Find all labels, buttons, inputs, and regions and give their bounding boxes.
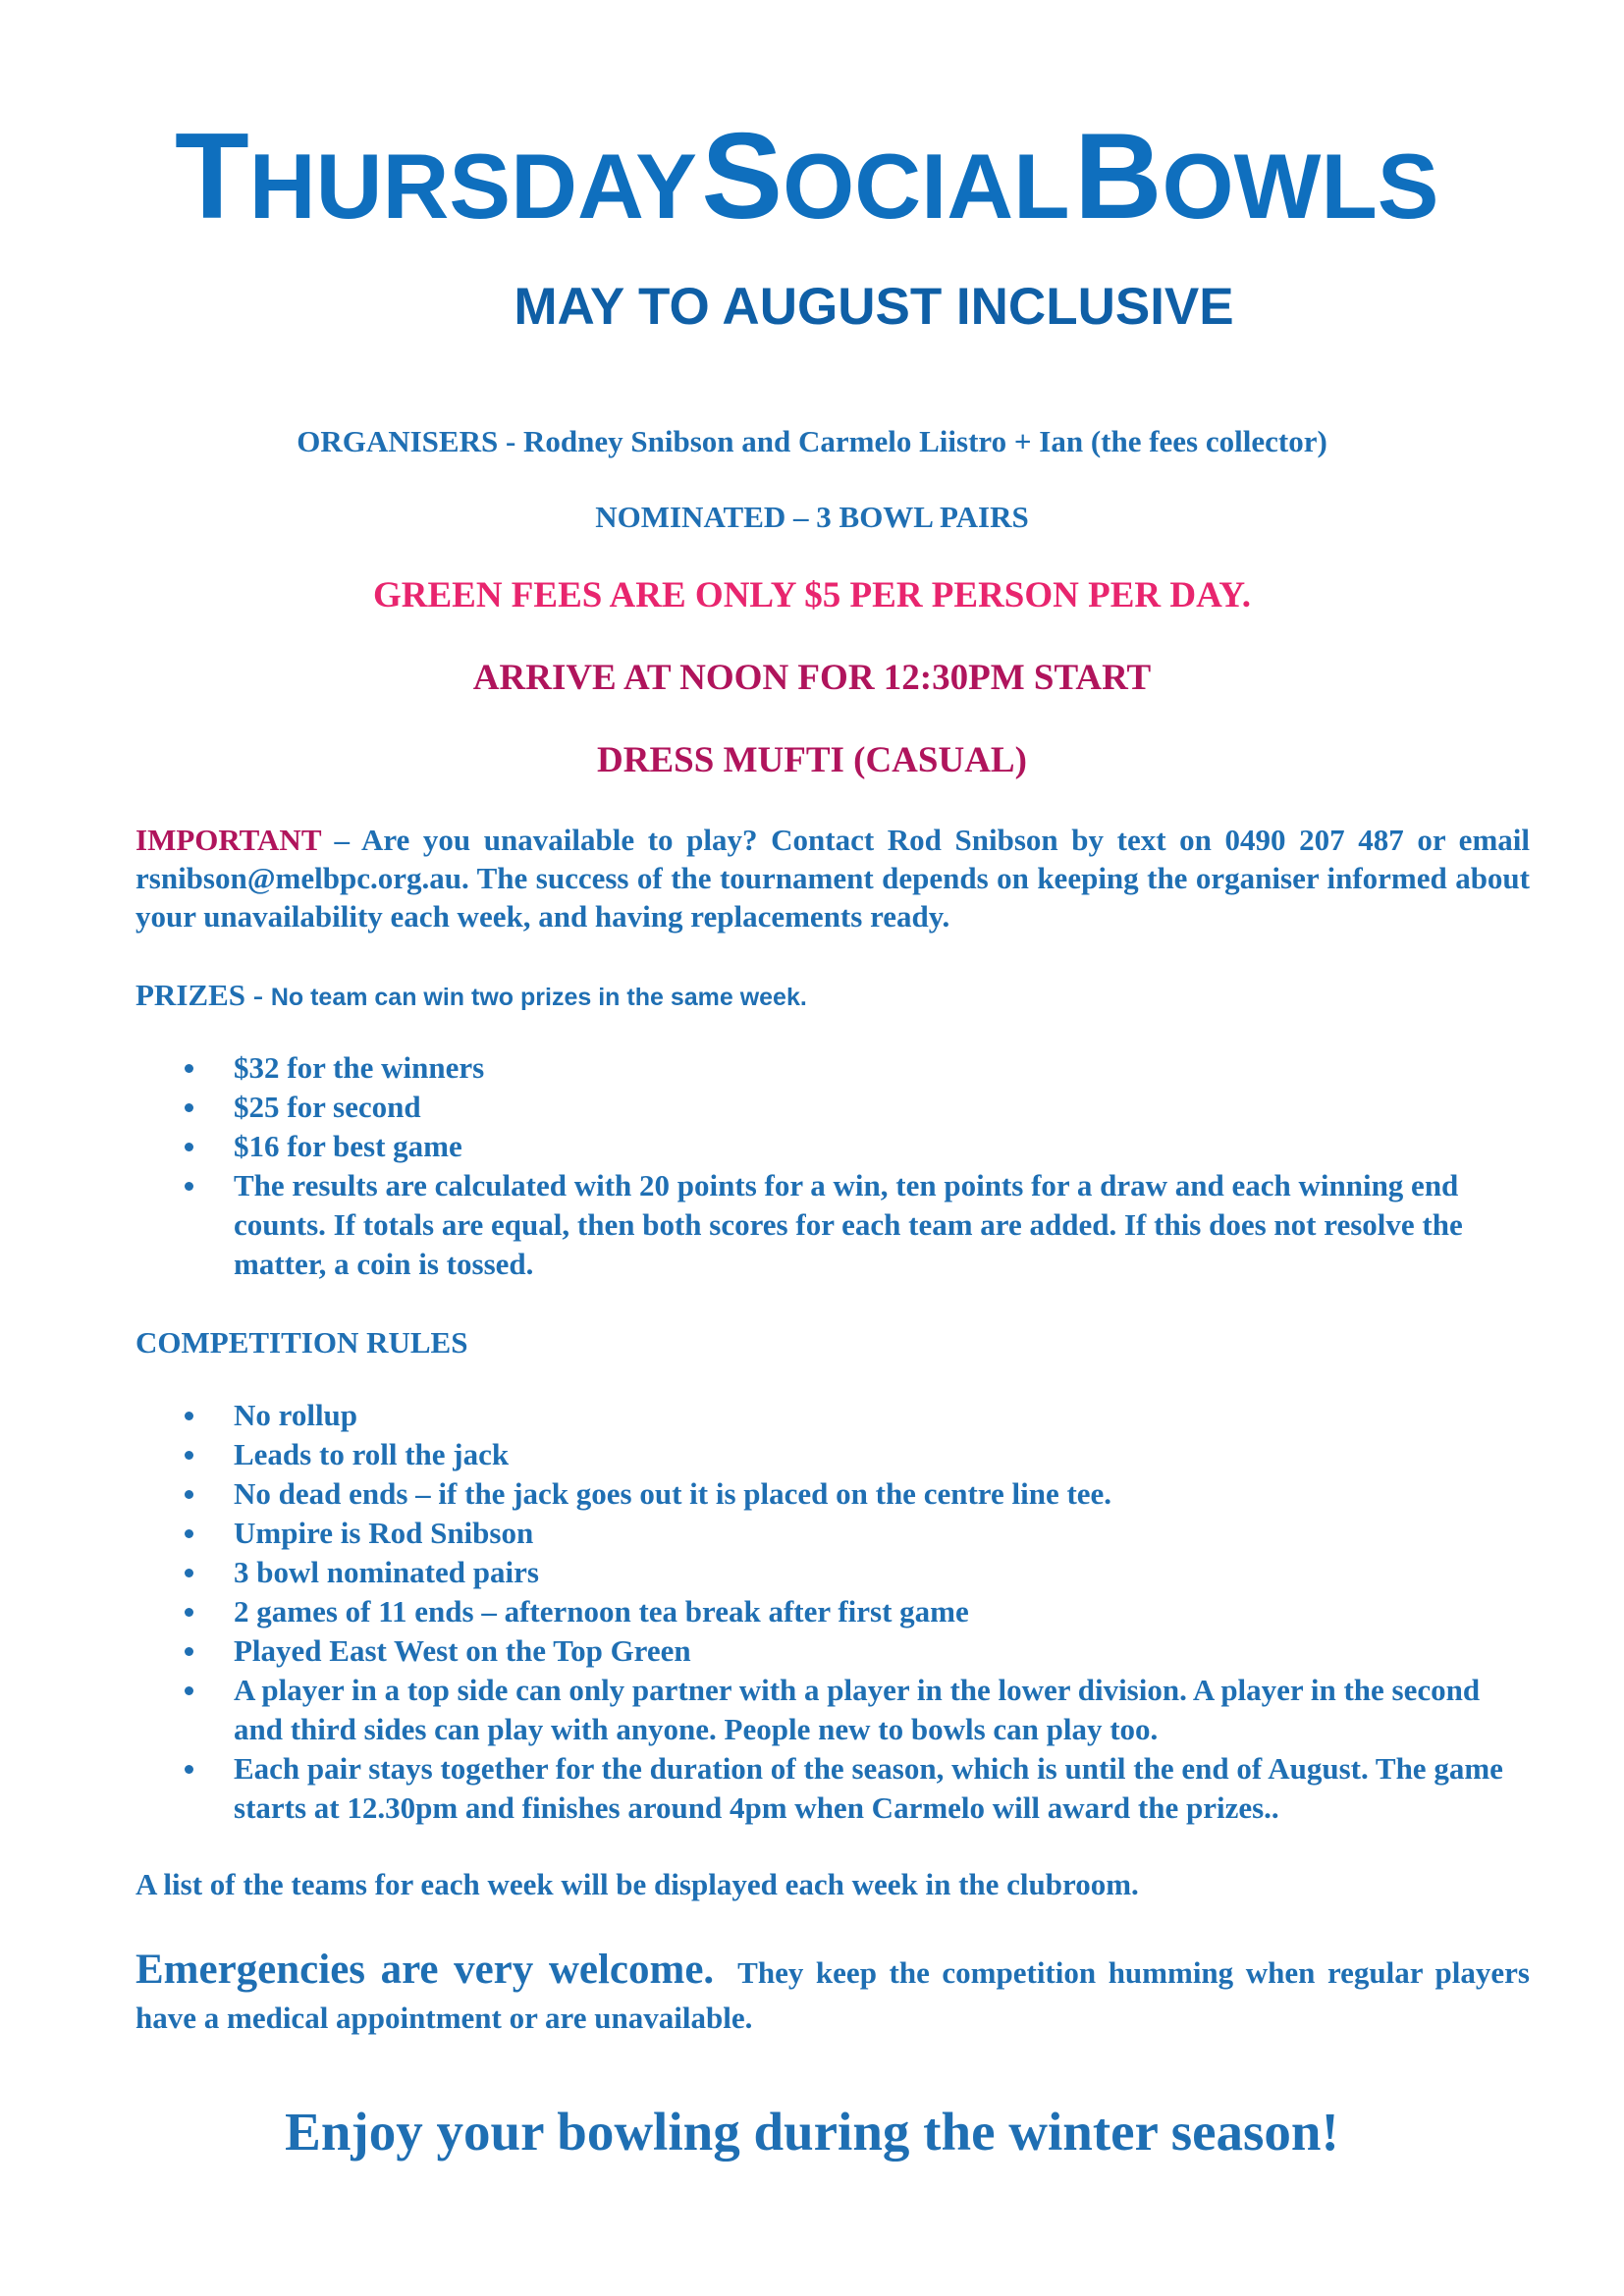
list-item — [135, 1592, 1530, 1631]
list-item — [135, 1553, 1530, 1592]
list-item — [135, 1048, 1530, 1088]
title-cap-2: S — [701, 109, 784, 244]
page-title — [175, 109, 1439, 244]
list-item — [135, 1631, 1530, 1671]
prize-item-text: $25 for second — [234, 1090, 421, 1124]
bullet-icon — [185, 1182, 193, 1191]
important-text: – Are you unavailable to play? Contact Rod Snibson by text on 0490 207 487 or email rsnibson@melbpc.org.au. The success of the tournament depends on keeping the organiser informed about your unavailability each week, and having replacements ready. — [135, 823, 1530, 934]
rule-item-text: 2 games of 11 ends – afternoon tea break after first game — [234, 1594, 969, 1629]
bullet-icon — [185, 1490, 193, 1499]
prize-item-text: The results are calculated with 20 points for a win, ten points for a draw and each winning end counts. If totals are equal, then both scores for each team are added. If this does not resolve the matter, a coin is tossed. — [234, 1168, 1463, 1281]
bullet-icon — [185, 1143, 193, 1151]
list-item — [135, 1671, 1530, 1749]
list-item — [135, 1435, 1530, 1474]
emergencies-paragraph — [135, 1948, 1530, 2041]
prize-item-text: $16 for best game — [234, 1129, 462, 1163]
bullet-icon — [185, 1686, 193, 1695]
list-item — [135, 1396, 1530, 1435]
title-rest-3: OWLS — [1162, 134, 1439, 238]
nominated-line: NOMINATED – 3 BOWL PAIRS — [595, 500, 1029, 534]
prizes-heading — [135, 976, 1530, 1017]
title-cap-3: B — [1073, 109, 1163, 244]
rule-item-text: Played East West on the Top Green — [234, 1633, 691, 1668]
bullet-icon — [185, 1451, 193, 1460]
rule-item-text: Each pair stays together for the duration of the season, which is until the end of August. The game starts at 12.30pm and finishes around 4pm when Carmelo will award the prizes.. — [234, 1751, 1503, 1825]
bullet-icon — [185, 1765, 193, 1774]
prizes-list — [135, 1048, 1530, 1284]
emergencies-headline: Emergencies are very welcome. — [135, 1947, 715, 1993]
bullet-icon — [185, 1608, 193, 1617]
list-item — [135, 1514, 1530, 1553]
prizes-note: No team can win two prizes in the same week. — [270, 984, 807, 1011]
bullet-icon — [185, 1529, 193, 1538]
important-paragraph — [135, 821, 1530, 935]
bullet-icon — [185, 1064, 193, 1073]
prize-item-text: $32 for the winners — [234, 1050, 485, 1085]
title-cap-1: T — [175, 109, 249, 244]
organisers-line: ORGANISERS - Rodney Snibson and Carmelo Liistro + Ian (the fees collector) — [297, 424, 1327, 458]
title-rest-1: HURSDAY — [248, 134, 697, 238]
important-label: IMPORTANT — [135, 823, 321, 857]
list-item — [135, 1166, 1530, 1284]
emergencies-text: They keep the competition humming when regular players have a medical appointment or are unavailable. — [135, 1955, 1530, 2035]
page-subtitle: MAY TO AUGUST INCLUSIVE — [514, 278, 1234, 336]
rule-item-text: No rollup — [234, 1398, 358, 1432]
prizes-label: PRIZES - — [135, 978, 271, 1012]
list-item — [135, 1749, 1530, 1828]
list-item — [135, 1088, 1530, 1127]
rule-item-text: No dead ends – if the jack goes out it is placed on the centre line tee. — [234, 1476, 1112, 1511]
rules-heading: COMPETITION RULES — [135, 1325, 468, 1360]
bullet-icon — [185, 1569, 193, 1577]
closing-message: Enjoy your bowling during the winter season! — [285, 2102, 1339, 2162]
bullet-icon — [185, 1103, 193, 1112]
green-fees-line: GREEN FEES ARE ONLY $5 PER PERSON PER DAY. — [372, 575, 1252, 615]
title-rest-2: OCIAL — [783, 134, 1070, 238]
rule-item-text: Umpire is Rod Snibson — [234, 1516, 534, 1550]
list-item — [135, 1127, 1530, 1166]
list-item — [135, 1474, 1530, 1514]
teams-list-note: A list of the teams for each week will be displayed each week in the clubroom. — [135, 1867, 1139, 1901]
rule-item-text: A player in a top side can only partner with a player in the lower division. A player in the second and third sides can play with anyone. People new to bowls can play too. — [234, 1673, 1481, 1746]
rules-list — [135, 1396, 1530, 1828]
rule-item-text: 3 bowl nominated pairs — [234, 1555, 539, 1589]
bullet-icon — [185, 1412, 193, 1420]
arrive-time-line: ARRIVE AT NOON FOR 12:30PM START — [472, 658, 1152, 698]
rule-item-text: Leads to roll the jack — [234, 1437, 510, 1471]
bullet-icon — [185, 1647, 193, 1656]
dress-code-line: DRESS MUFTI (CASUAL) — [597, 740, 1027, 780]
